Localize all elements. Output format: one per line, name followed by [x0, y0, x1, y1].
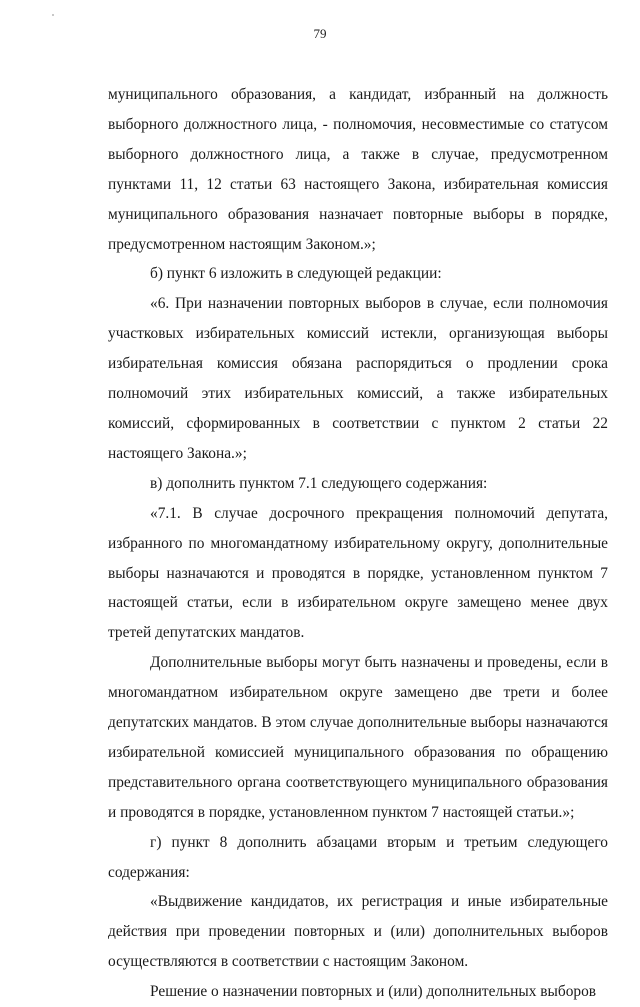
paragraph-p8: «Выдвижение кандидатов, их регистрация и иные избирательные действия при проведении повторных и (или) дополнительных выборов осуществляются в соответствии с настоящим Законом.	[108, 893, 608, 971]
paragraph-p2: б) пункт 6 изложить в следующей редакции:	[150, 265, 442, 283]
paragraph-p5: «7.1. В случае досрочного прекращения полномочий депутата, избранного по многомандатному избирательному округу, дополнительные выборы назначаются и проводятся в порядке, установленном пунктом 7 настоящей статьи, если в избирательном округе замещено менее двух третей депутатских мандатов.	[108, 504, 608, 642]
page-number: 79	[313, 26, 327, 41]
document-body	[108, 80, 608, 1007]
paragraph-p6: Дополнительные выборы могут быть назначены и проведены, если в многомандатном избирательном округе замещено две трети и более депутатских мандатов. В этом случае дополнительные выборы назначаются избирательной комиссией муниципального образования по обращению представительного органа соответствующего муниципального образования и проводятся в порядке, установленном пунктом 7 настоящей статьи.»;	[108, 654, 608, 821]
scan-artifact-mark	[52, 14, 54, 16]
paragraph-p4: в) дополнить пунктом 7.1 следующего содержания:	[150, 474, 488, 492]
paragraph-p3: «6. При назначении повторных выборов в случае, если полномочия участковых избирательных комиссий истекли, организующая выборы избирательная комиссия обязана распорядиться о продлении срока полномочий этих избирательных комиссий, а также избирательных комиссий, сформированных в соответствии с пунктом 2 статьи 22 настоящего Закона.»;	[108, 295, 608, 462]
paragraph-p9: Решение о назначении повторных и (или) дополнительных выборов	[150, 983, 597, 1001]
paragraph-p7: г) пункт 8 дополнить абзацами вторым и третьим следующего содержания:	[108, 833, 608, 881]
paragraph-p1: муниципального образования, а кандидат, избранный на должность выборного должностного лица, - полномочия, несовместимые со статусом выборного должностного лица, а также в случае, предусмотренном пунктами 11, 12 статьи 63 настоящего Закона, избирательная комиссия муниципального образования назначает повторные выборы в порядке, предусмотренном настоящим Законом.»;	[108, 86, 608, 253]
